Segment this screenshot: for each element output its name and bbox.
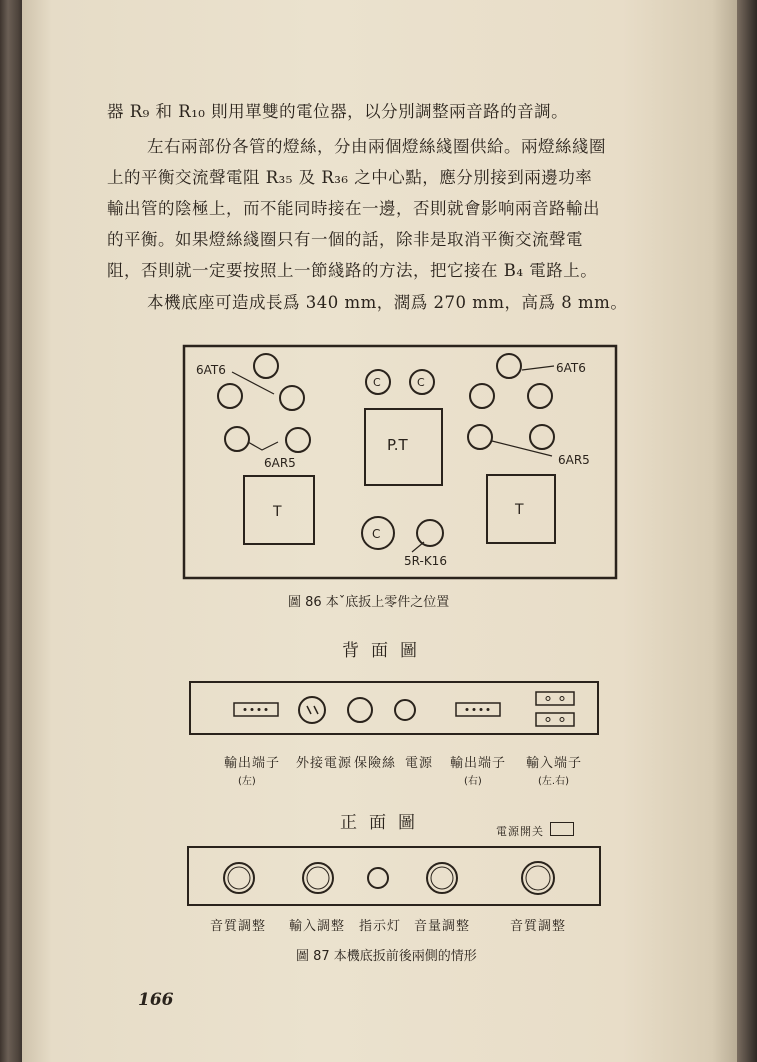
front-label-volume: 音量調整 — [414, 919, 471, 934]
paragraph-line-2: 左右兩部份各管的燈絲，分由兩個燈絲綫圈供給。兩燈絲綫圈 — [147, 137, 606, 156]
fuse-holder — [348, 698, 372, 722]
back-label-input: 輸入端子 — [526, 756, 583, 771]
svg-text:C: C — [417, 376, 425, 389]
tube-socket — [470, 384, 494, 408]
tube-socket — [468, 425, 492, 449]
tube-socket — [254, 354, 278, 378]
svg-text:P.T: P.T — [387, 436, 408, 454]
label-6at6-left: 6AT6 — [196, 363, 226, 377]
label-6at6-right: 6AT6 — [556, 361, 586, 375]
front-label-indicator: 指示灯 — [359, 919, 402, 934]
page-number: 166 — [138, 990, 174, 1010]
tube-socket — [528, 384, 552, 408]
figure-86-chassis-layout — [182, 344, 622, 584]
external-power-socket — [299, 697, 325, 723]
front-view-heading: 正面圖 — [340, 813, 427, 833]
book-page — [22, 0, 737, 1062]
label-6ar5-right: 6AR5 — [558, 453, 590, 467]
output-terminal-left — [234, 703, 278, 716]
svg-text:T: T — [273, 504, 282, 520]
indicator-light — [368, 868, 388, 888]
figure-87-caption: 圖 87 本機底扳前後兩側的情形 — [296, 949, 477, 964]
label-6ar5-left: 6AR5 — [264, 456, 296, 470]
rectifier-socket — [417, 520, 443, 546]
front-panel-diagram — [186, 845, 604, 909]
paragraph-line-1: 器 R₉ 和 R₁₀ 則用單雙的電位器，以分別調整兩音路的音調。 — [107, 102, 569, 121]
book-edge — [737, 0, 757, 1062]
tube-socket — [286, 428, 310, 452]
back-label-output-right-sub: (右) — [464, 776, 482, 787]
tube-socket — [218, 384, 242, 408]
back-label-external-power: 外接電源 — [296, 756, 353, 771]
back-label-output-left-sub: (左) — [238, 776, 256, 787]
front-label-input: 輸入調整 — [289, 919, 346, 934]
label-5rk16: 5R-K16 — [404, 554, 447, 568]
tube-socket — [225, 427, 249, 451]
back-label-input-sub: (左.右) — [538, 776, 569, 787]
tube-socket — [497, 354, 521, 378]
svg-text:C: C — [372, 527, 381, 541]
paragraph-line-4: 輸出管的陰極上，而不能同時接在一邊，否則就會影响兩音路輸出 — [107, 199, 600, 218]
back-panel-diagram — [188, 680, 602, 738]
svg-text:C: C — [373, 376, 381, 389]
back-view-heading: 背面圖 — [342, 641, 429, 661]
tube-socket — [280, 386, 304, 410]
tube-socket — [530, 425, 554, 449]
paragraph-line-7: 本機底座可造成長爲 340 mm，濶爲 270 mm，高爲 8 mm。 — [147, 293, 628, 312]
back-label-fuse: 保險絲 — [354, 756, 397, 771]
front-label-tone-left: 音質調整 — [210, 919, 267, 934]
back-label-power: 電源 — [405, 756, 434, 771]
input-terminal-top — [536, 692, 574, 705]
power-inlet — [395, 700, 415, 720]
input-terminal-bottom — [536, 713, 574, 726]
front-label-tone-right: 音質調整 — [510, 919, 567, 934]
power-switch-box — [550, 822, 574, 836]
front-label-power-switch: 電源開关 — [496, 825, 544, 838]
output-terminal-right — [456, 703, 500, 716]
back-label-output-right: 輸出端子 — [450, 756, 507, 771]
figure-86-caption: 圖 86 本ˇ底扳上零件之位置 — [288, 595, 450, 610]
paragraph-line-3: 上的平衡交流聲電阻 R₃₅ 及 R₃₆ 之中心點，應分別接到兩邊功率 — [107, 168, 593, 187]
back-label-output-left: 輸出端子 — [224, 756, 281, 771]
paragraph-line-5: 的平衡。如果燈絲綫圈只有一個的話，除非是取消平衡交流聲電 — [107, 230, 583, 249]
paragraph-line-6: 阻，否則就一定要按照上一節綫路的方法，把它接在 B₄ 電路上。 — [107, 261, 598, 280]
svg-text:T: T — [515, 502, 524, 518]
tone-control-knob-right — [522, 862, 554, 894]
